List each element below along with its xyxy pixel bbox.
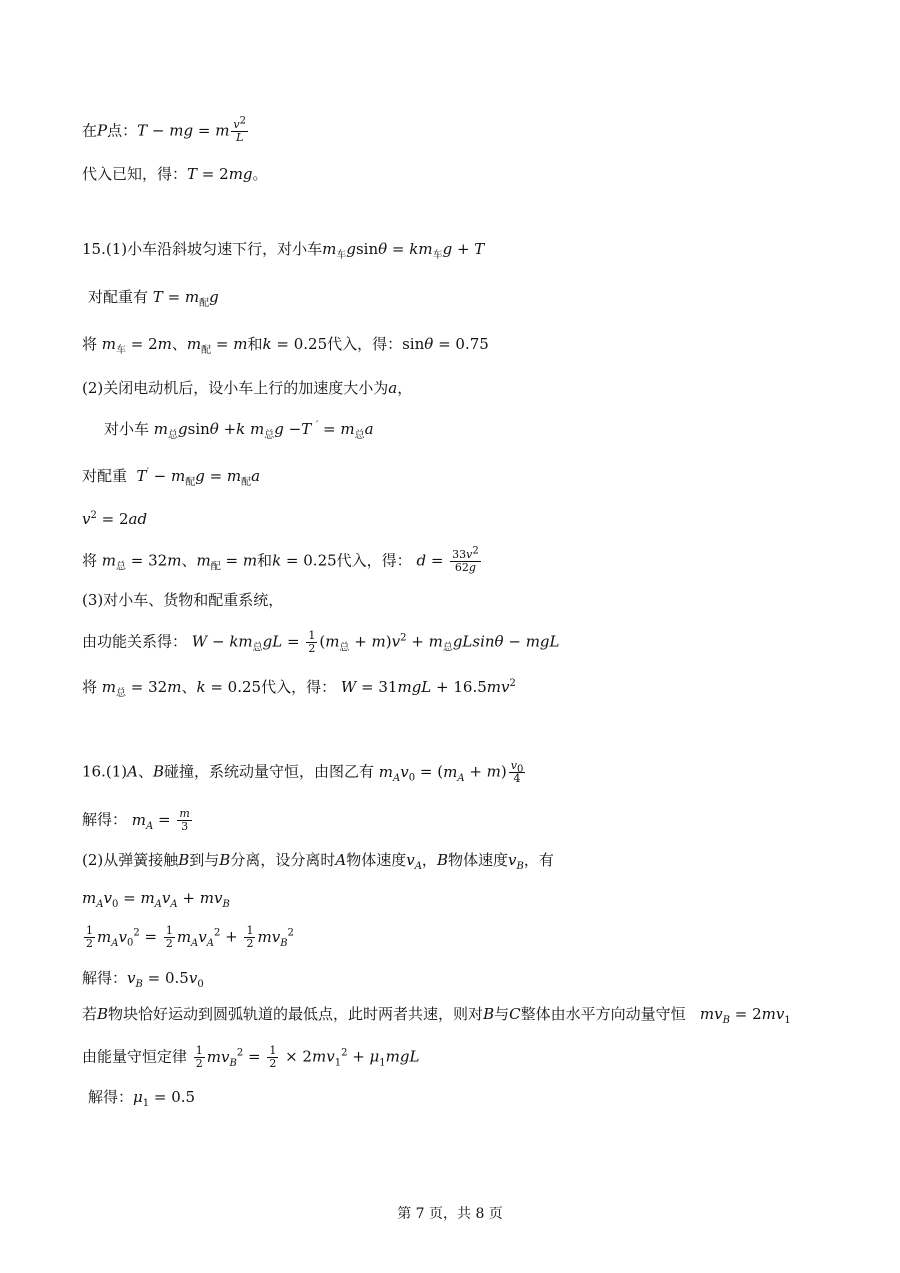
- line-mu-result: 解得：$\mu_1 = 0.5$: [88, 1088, 196, 1109]
- line-car-equation: 对小车 $m_总gsin\theta +k$ $m_总g -T$ $' = m_总a$: [104, 420, 374, 441]
- line-counterweight-tension: 对配重有 $T = m_配g$: [88, 288, 219, 309]
- line-q16-part2: (2)从弹簧接触B到与B分离，设分离时A物体速度$v_A$，B物体速度$v_B$，有: [82, 851, 554, 872]
- line-vb-result: 解得：$v_B = 0.5v_0$: [82, 969, 204, 990]
- page-footer: 第 7 页，共 8 页: [397, 1206, 503, 1222]
- line-p-point-equation: 在P点：T − mg = m $\frac{v^2}{L}$: [82, 115, 247, 144]
- line-q16-part1: 16.(1)A、B碰撞，系统动量守恒，由图乙有 $m_Av_0 = (m_A + m)$ $\frac{v_0}{4}$: [82, 759, 524, 785]
- line-q15-part3: (3)对小车、货物和配重系统，: [82, 591, 284, 609]
- line-q15-part1: 15.(1)小车沿斜坡匀速下行，对小车$m_车gsin\theta = km_车g + T$: [82, 240, 485, 261]
- line-substitute-result: 代入已知，得：T = 2mg。: [82, 165, 268, 183]
- line-counterweight-equation: 对配重 $T' - m_配g = m_配a$: [82, 467, 261, 488]
- line-kinematics: $v^2 = 2ad$: [82, 510, 148, 528]
- line-d-result: 将 $m_总 = 32m$、$m_配 = m$和k = 0.25代入，得： d = $\frac{33v^2}{62g}$: [82, 545, 479, 574]
- line-momentum-eq: $m_Av_0 = m_Av_A + mv_B$: [82, 889, 230, 910]
- line-energy-conservation: 由能量守恒定律 $\frac{1}{2}$ $mv_B^2$ = $\frac{1}{2}$ × $2mv_1^2 + \mu_1mgL$: [82, 1044, 420, 1070]
- line-work-result: 将 $m_总 = 32m$、k = 0.25代入，得： $W = 31mgL + 16.5mv^2$: [82, 678, 516, 699]
- line-common-velocity: 若B物块恰好运动到圆弧轨道的最低点，此时两者共速，则对B与C整体由水平方向动量守恒 $mv_B = 2mv_1$: [82, 1005, 791, 1026]
- line-q15-part2: (2)关闭电动机后，设小车上行的加速度大小为a，: [82, 379, 413, 397]
- line-ma-result: 解得： $m_A$ = $\frac{m}{3}$: [82, 807, 190, 833]
- line-sin-theta-result: 将 $m_车 = 2m$、$m_配 = m$和k = 0.25代入，得：sinθ = 0.75: [82, 335, 489, 356]
- line-energy-eq: $\frac{1}{2}$ $m_Av_0^2$ = $\frac{1}{2}$ $m_Av_A^2$ + $\frac{1}{2}$ $mv_B^2$: [86, 924, 294, 950]
- line-energy-relation: 由功能关系得： $W - km_总gL$ = $\frac{1}{2}$ $(m_总 + m)v^2 + m_总gLsin\theta$ − mgL: [82, 629, 560, 655]
